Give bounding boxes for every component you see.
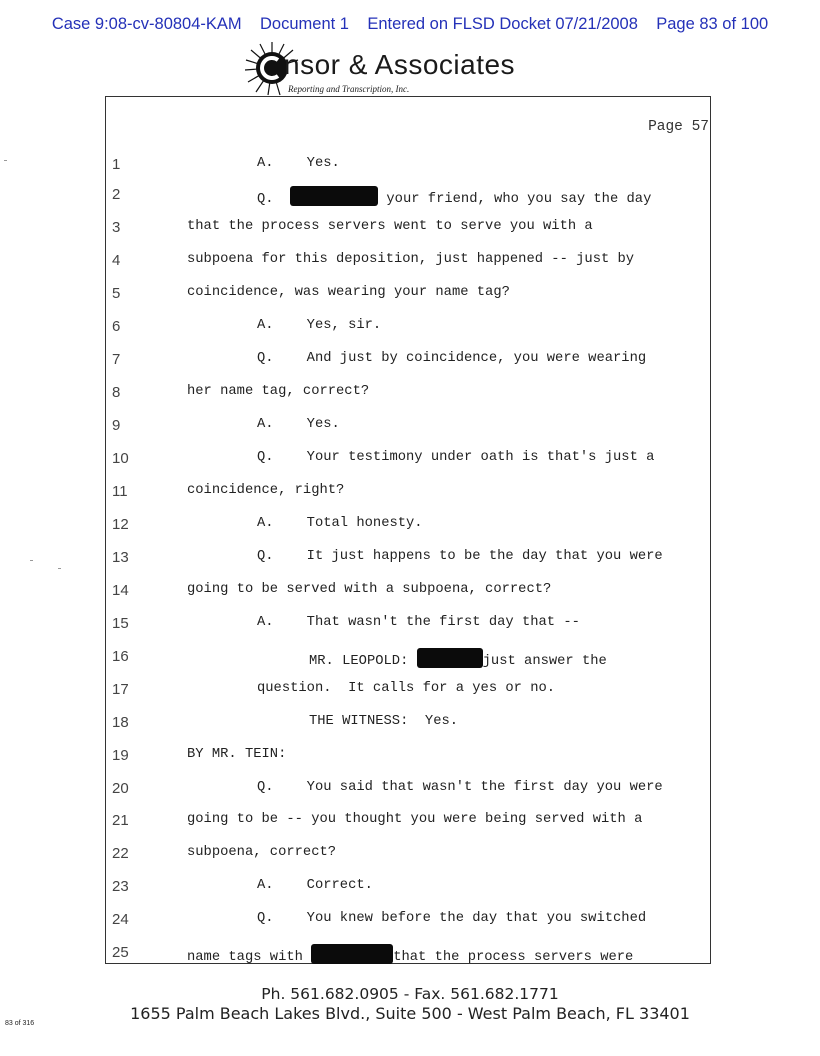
line-text bbox=[187, 812, 642, 827]
docket-header bbox=[0, 15, 820, 34]
transcript-line bbox=[0, 780, 820, 800]
page-count: 83 of 316 bbox=[5, 1020, 35, 1027]
transcript-line bbox=[0, 318, 820, 338]
line-text-segment: A. Yes. bbox=[257, 417, 340, 432]
company-logo bbox=[242, 40, 542, 95]
line-number: 19 bbox=[112, 747, 129, 764]
transcript-line bbox=[0, 747, 820, 767]
line-text bbox=[257, 878, 373, 893]
transcript-line bbox=[0, 812, 820, 832]
line-text-segment: just answer the bbox=[482, 654, 607, 669]
transcript-line bbox=[0, 186, 820, 206]
line-text-segment: BY MR. TEIN: bbox=[187, 747, 287, 762]
line-text bbox=[257, 911, 646, 926]
line-number: 13 bbox=[112, 549, 129, 566]
line-text-segment: Q. And just by coincidence, you were wearing bbox=[257, 351, 647, 366]
line-text bbox=[309, 714, 458, 729]
transcript-line bbox=[0, 483, 820, 503]
line-text bbox=[257, 450, 654, 465]
line-text bbox=[309, 648, 607, 669]
transcript-line bbox=[0, 351, 820, 371]
line-number: 16 bbox=[112, 648, 129, 665]
line-number: 1 bbox=[112, 156, 121, 173]
transcript-line bbox=[0, 450, 820, 470]
line-number: 6 bbox=[112, 318, 121, 335]
line-number: 14 bbox=[112, 582, 129, 599]
transcript-line bbox=[0, 582, 820, 602]
transcript-page-label: Page 57 bbox=[648, 119, 709, 135]
line-text bbox=[187, 219, 593, 234]
line-number: 21 bbox=[112, 812, 129, 829]
line-text bbox=[257, 156, 340, 171]
line-number: 24 bbox=[112, 911, 129, 928]
line-number: 3 bbox=[112, 219, 121, 236]
line-text-segment: A. Yes. bbox=[257, 156, 340, 171]
line-text bbox=[257, 351, 646, 366]
line-text-segment: coincidence, right? bbox=[187, 483, 345, 498]
line-text bbox=[257, 318, 381, 333]
line-text-segment: Q. Your testimony under oath is that's just a bbox=[257, 450, 655, 465]
line-number: 11 bbox=[112, 483, 128, 500]
transcript-line bbox=[0, 516, 820, 536]
line-text-segment: your friend, who you say the day bbox=[378, 192, 652, 207]
line-number: 8 bbox=[112, 384, 121, 401]
transcript-line bbox=[0, 384, 820, 404]
line-text-segment: coincidence, was wearing your name tag? bbox=[187, 285, 510, 300]
line-text bbox=[257, 417, 340, 432]
line-text bbox=[187, 483, 344, 498]
line-number: 5 bbox=[112, 285, 121, 302]
line-text-segment: A. Correct. bbox=[257, 878, 373, 893]
line-text-segment: that the process servers went to serve you with a bbox=[187, 219, 593, 234]
transcript-line bbox=[0, 219, 820, 239]
transcript-line bbox=[0, 944, 820, 964]
line-number: 10 bbox=[112, 450, 129, 467]
line-number: 25 bbox=[112, 944, 129, 961]
line-text bbox=[187, 944, 633, 965]
line-text bbox=[187, 252, 634, 267]
logo-wordmark: nsor & Associates bbox=[284, 49, 516, 80]
line-number: 23 bbox=[112, 878, 129, 895]
line-number: 4 bbox=[112, 252, 121, 269]
footer-address: 1655 Palm Beach Lakes Blvd., Suite 500 - West Palm Beach, FL 33401 bbox=[130, 1004, 690, 1023]
line-number: 2 bbox=[112, 186, 121, 203]
line-text-segment: Q. You knew before the day that you switched bbox=[257, 911, 647, 926]
line-text-segment: going to be -- you thought you were being served with a bbox=[187, 812, 643, 827]
line-text-segment: subpoena for this deposition, just happened -- just by bbox=[187, 252, 635, 267]
docket-document: Document 1 bbox=[260, 15, 349, 33]
redaction-box bbox=[290, 186, 378, 206]
transcript-line bbox=[0, 911, 820, 931]
line-number: 20 bbox=[112, 780, 129, 797]
line-text-segment: going to be served with a subpoena, correct? bbox=[187, 582, 552, 597]
line-text-segment: Q. It just happens to be the day that you were bbox=[257, 549, 663, 564]
line-number: 22 bbox=[112, 845, 129, 862]
line-text bbox=[257, 780, 663, 795]
transcript-line bbox=[0, 285, 820, 305]
line-text-segment: name tags with bbox=[187, 950, 312, 965]
logo-tagline: Reporting and Transcription, Inc. bbox=[288, 84, 410, 94]
transcript-line bbox=[0, 714, 820, 734]
line-text bbox=[187, 845, 336, 860]
line-text-segment: A. Total honesty. bbox=[257, 516, 423, 531]
line-text-segment: question. It calls for a yes or no. bbox=[257, 681, 556, 696]
line-text-segment: THE WITNESS: Yes. bbox=[309, 714, 459, 729]
line-text bbox=[187, 285, 510, 300]
line-number: 7 bbox=[112, 351, 121, 368]
line-text bbox=[257, 681, 555, 696]
transcript-line bbox=[0, 252, 820, 272]
line-text-segment: Q. bbox=[257, 192, 291, 207]
docket-page: Page 83 of 100 bbox=[656, 15, 769, 33]
line-text bbox=[257, 186, 651, 207]
redaction-box bbox=[311, 944, 393, 964]
transcript-line bbox=[0, 845, 820, 865]
line-number: 12 bbox=[112, 516, 129, 533]
line-text bbox=[257, 615, 580, 630]
transcript-line bbox=[0, 549, 820, 569]
line-text-segment: A. Yes, sir. bbox=[257, 318, 382, 333]
line-text-segment: her name tag, correct? bbox=[187, 384, 370, 399]
line-text-segment: subpoena, correct? bbox=[187, 845, 337, 860]
footer-phone: Ph. 561.682.0905 - Fax. 561.682.1771 bbox=[261, 985, 559, 1003]
line-number: 18 bbox=[112, 714, 129, 731]
line-number: 15 bbox=[112, 615, 129, 632]
redaction-box bbox=[417, 648, 483, 668]
transcript-line bbox=[0, 615, 820, 635]
line-text-segment: Q. You said that wasn't the first day you were bbox=[257, 780, 663, 795]
transcript-line bbox=[0, 417, 820, 437]
line-text-segment: that the process servers were bbox=[393, 950, 634, 965]
line-number: 17 bbox=[112, 681, 129, 698]
transcript-line bbox=[0, 156, 820, 176]
transcript-line bbox=[0, 648, 820, 668]
docket-case: Case 9:08-cv-80804-KAM bbox=[51, 15, 242, 33]
line-text bbox=[187, 384, 369, 399]
docket-entered: Entered on FLSD Docket 07/21/2008 bbox=[367, 15, 638, 33]
line-text-segment: A. That wasn't the first day that -- bbox=[257, 615, 580, 630]
line-text bbox=[187, 747, 286, 762]
line-text-segment: MR. LEOPOLD: bbox=[309, 654, 417, 669]
line-number: 9 bbox=[112, 417, 121, 434]
transcript-line bbox=[0, 681, 820, 701]
transcript-line bbox=[0, 878, 820, 898]
line-text bbox=[257, 549, 663, 564]
line-text bbox=[187, 582, 551, 597]
line-text bbox=[257, 516, 423, 531]
